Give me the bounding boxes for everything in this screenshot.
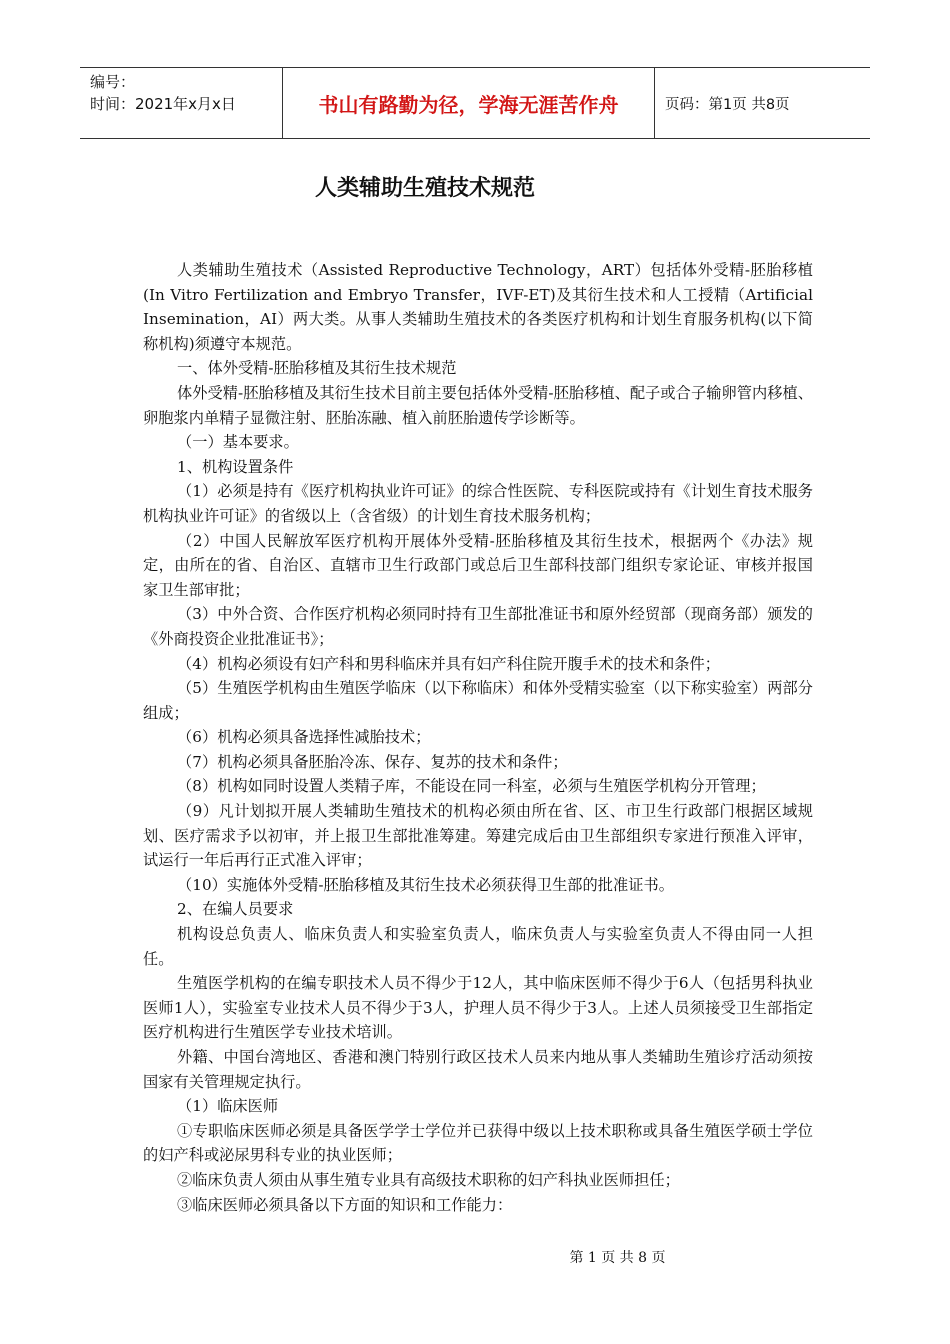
- paragraph: 生殖医学机构的在编专职技术人员不得少于12人，其中临床医师不得少于6人（包括男科执业医师1人），实验室专业技术人员不得少于3人，护理人员不得少于3人。上述人员须接受卫生部指定医疗机构进行生殖医学专业技术培训。: [143, 974, 813, 1042]
- list-item: （6）机构必须具备选择性减胎技术；: [177, 728, 431, 747]
- header-page-info: 页码：第1页 共8页: [665, 96, 790, 113]
- paragraph: 外籍、中国台湾地区、香港和澳门特别行政区技术人员来内地从事人类辅助生殖诊疗活动须按国家有关管理规定执行。: [143, 1048, 813, 1091]
- list-item: （2）中国人民解放军医疗机构开展体外受精-胚胎移植及其衍生技术，根据两个《办法》规定，由所在的省、自治区、直辖市卫生行政部门或总后卫生部科技部门组织专家论证、审核并报国家卫生部审批；: [143, 531, 813, 599]
- list-item: （5）生殖医学机构由生殖医学临床（以下称临床）和体外受精实验室（以下称实验室）两部分组成；: [143, 679, 813, 722]
- list-item: （8）机构如同时设置人类精子库，不能设在同一科室，必须与生殖医学机构分开管理；: [177, 777, 766, 796]
- number-label: 编号：: [90, 73, 136, 91]
- list-item: （9）凡计划拟开展人类辅助生殖技术的机构必须由所在省、区、市卫生行政部门根据区域规划、医疗需求予以初审，并上报卫生部批准筹建。筹建完成后由卫生部组织专家进行预准入评审，试运行一年后再行正式准入评审；: [143, 802, 813, 870]
- page-footer: 第 1 页 共 8 页: [569, 1250, 666, 1266]
- list-item: ③临床医师必须具备以下方面的知识和工作能力：: [177, 1195, 513, 1214]
- subsection-heading: （1）临床医师: [177, 1097, 279, 1116]
- subsection-heading: 1、机构设置条件: [177, 457, 294, 476]
- list-item: ②临床负责人须由从事生殖专业具有高级技术职称的妇产科执业医师担任；: [177, 1170, 680, 1189]
- time-label: 时间：2021年x月x日: [90, 95, 236, 113]
- subsection-heading: 2、在编人员要求: [177, 900, 294, 919]
- list-item: （4）机构必须设有妇产科和男科临床并具有妇产科住院开腹手术的技术和条件；: [177, 654, 721, 673]
- document-title: 人类辅助生殖技术规范: [314, 176, 535, 201]
- paragraph: 体外受精-胚胎移植及其衍生技术目前主要包括体外受精-胚胎移植、配子或合子输卵管内移植、卵胞浆内单精子显微注射、胚胎冻融、植入前胚胎遗传学诊断等。: [143, 383, 813, 427]
- subsection-heading: （一）基本要求。: [177, 433, 299, 452]
- list-item: （10）实施体外受精-胚胎移植及其衍生技术必须获得卫生部的批准证书。: [177, 875, 674, 894]
- paragraph: 机构设总负责人、临床负责人和实验室负责人，临床负责人与实验室负责人不得由同一人担任。: [143, 925, 813, 968]
- header-meta: [80, 68, 282, 138]
- section-heading: 一、体外受精-胚胎移植及其衍生技术规范: [177, 359, 457, 378]
- header-motto: 书山有路勤为径，学海无涯苦作舟: [282, 68, 655, 138]
- page-header: [80, 67, 870, 139]
- list-item: ①专职临床医师必须是具备医学学士学位并已获得中级以上技术职称或具备生殖医学硕士学位的妇产科或泌尿男科专业的执业医师；: [143, 1121, 813, 1165]
- list-item: （7）机构必须具备胚胎冷冻、保存、复苏的技术和条件；: [177, 752, 568, 771]
- document-body: [143, 258, 813, 1217]
- list-item: （1）必须是持有《医疗机构执业许可证》的综合性医院、专科医院或持有《计划生育技术服务机构执业许可证》的省级以上（含省级）的计划生育技术服务机构；: [143, 482, 813, 525]
- list-item: （3）中外合资、合作医疗机构必须同时持有卫生部批准证书和原外经贸部（现商务部）颁发的《外商投资企业批准证书》；: [143, 605, 813, 648]
- paragraph: 人类辅助生殖技术（Assisted Reproductive Technology，ART）包括体外受精-胚胎移植(In Vitro Fertilization and Embryo Transfer，IVF-ET)及其衍生技术和人工授精（Artificial Insemination，AI）两大类。从事人类辅助生殖技术的各类医疗机构和计划生育服务机构(以下简称机构)须遵守本规范。: [143, 261, 813, 353]
